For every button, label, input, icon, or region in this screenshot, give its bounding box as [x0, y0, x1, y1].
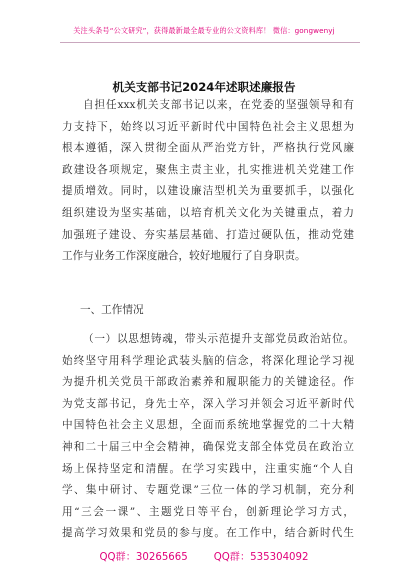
paragraph-line: 组织建设为坚实基础，以培育机关文化为关键重点，着力 — [62, 206, 354, 219]
section-heading: 一、工作情况 — [80, 304, 144, 316]
paragraph-line: 提高学习效果和党员的参与度。在工作中，结合新时代生 — [62, 527, 354, 540]
footer-qq-groups — [0, 548, 408, 563]
section1-paragraph — [62, 329, 354, 545]
paragraph-line: 学、集中研讨、专题党课”三位一体的学习机制，充分利 — [62, 484, 354, 497]
paragraph-line: 神和二十届三中全会精神，确保党支部全体党员在政治立 — [62, 440, 354, 453]
paragraph-line: （一）以思想铸魂，带头示范提升支部党员政治站位。 — [83, 333, 354, 345]
document-title: 机关支部书记2024年述职述廉报告 — [112, 80, 296, 94]
paragraph-line: 场上保持坚定和清醒。在学习实践中，注重实施“个人自 — [62, 462, 354, 475]
paragraph-line: 始终坚守用科学理论武装头脑的信念，将深化理论学习视 — [62, 354, 354, 367]
qq-group-2: QQ群：535304092 — [213, 552, 309, 563]
paragraph-line: 政建设各项规定，聚焦主责主业，扎实推进机关党建工作 — [62, 163, 354, 176]
intro-paragraph — [62, 95, 354, 246]
qq-group-1: QQ群：30265665 — [99, 552, 188, 563]
header-banner: 关注头条号“公文研究”，获得最新最全最专业的公文资料库！ 微信：gongwenyj — [73, 26, 335, 35]
paragraph-line: 中国特色社会主义思想，全面而系统地掌握党的二十大精 — [62, 419, 354, 432]
paragraph-line: 自担任xxx机关支部书记以来，在党委的坚强领导和有 — [83, 99, 354, 111]
paragraph-line: 用“三会一课”、主题党日等平台，创新理论学习方式， — [62, 505, 354, 518]
paragraph-line: 力支持下，始终以习近平新时代中国特色社会主义思想为 — [62, 120, 354, 133]
paragraph-line: 工作与业务工作深度融合，较好地履行了自身职责。 — [62, 250, 306, 262]
paragraph-line: 为提升机关党员干部政治素养和履职能力的关键途径。作 — [62, 376, 354, 389]
paragraph-line: 为党支部书记，身先士卒，深入学习并领会习近平新时代 — [62, 397, 354, 410]
paragraph-line: 提质增效。同时，以建设廉洁型机关为重要抓手，以强化 — [62, 185, 354, 198]
header-divider — [60, 42, 360, 43]
paragraph-line: 根本遵循，深入贯彻全面从严治党方针，严格执行党风廉 — [62, 142, 354, 155]
paragraph-line: 加强班子建设、夯实基层基础、打造过硬队伍，推动党建 — [62, 228, 354, 241]
